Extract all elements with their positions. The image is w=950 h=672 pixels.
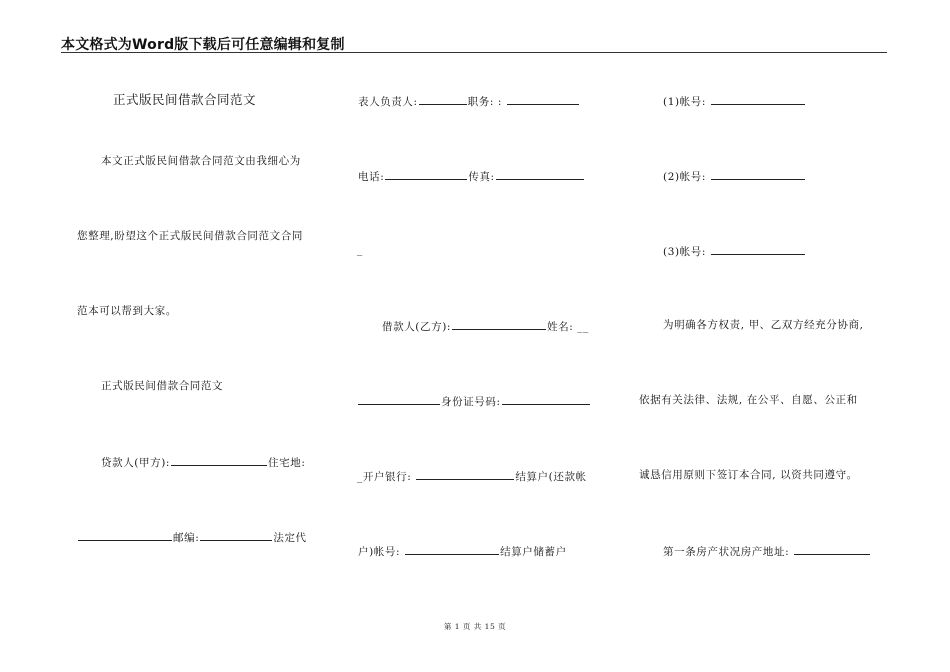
phone-line xyxy=(358,168,585,184)
account-2-label: (2)帐号: xyxy=(663,171,707,183)
page-header: 本文格式为Word版下载后可任意编辑和复制 xyxy=(61,37,345,53)
intro-line-2: 您整理,盼望这个正式版民间借款合同范文合同 xyxy=(77,230,303,242)
position-label: 职务: : xyxy=(467,96,503,108)
lender-line xyxy=(101,454,305,470)
paragraph-line-3: 诚恳信用原则下签订本合同, 以资共同遵守。 xyxy=(639,469,858,481)
fax-blank[interactable] xyxy=(496,168,584,180)
lender-label: 贷款人(甲方): xyxy=(101,457,171,469)
position-blank[interactable] xyxy=(507,93,579,105)
borrower-label: 借款人(乙方): xyxy=(382,321,452,333)
borrower-line xyxy=(382,318,589,334)
account-3-line xyxy=(663,243,806,259)
name-label: 姓名: __ xyxy=(547,321,590,333)
account-3-blank[interactable] xyxy=(711,243,805,255)
rep-line xyxy=(358,93,580,109)
address-blank[interactable] xyxy=(78,529,172,541)
intro-line-1: 本文正式版民间借款合同范文由我细心为 xyxy=(101,155,301,167)
section-subtitle: 正式版民间借款合同范文 xyxy=(101,380,224,392)
property-address-blank[interactable] xyxy=(794,543,870,555)
account-1-blank[interactable] xyxy=(711,93,805,105)
settle-label: 结算户(还款帐 xyxy=(515,471,587,483)
borrower-blank[interactable] xyxy=(452,318,546,330)
trailing-underscore: _ xyxy=(357,244,363,256)
bank-line xyxy=(357,468,587,484)
legal-rep-label: 法定代 xyxy=(273,532,307,544)
account-line xyxy=(358,543,567,559)
paragraph-line-1: 为明确各方权责, 甲、乙双方经充分协商, xyxy=(663,319,864,331)
account-blank[interactable] xyxy=(405,543,499,555)
document-title: 正式版民间借款合同范文 xyxy=(113,92,257,107)
account-1-label: (1)帐号: xyxy=(663,96,707,108)
rep-label: 表人负责人: xyxy=(358,96,418,108)
savings-label: 结算户储蓄户 xyxy=(500,546,567,558)
intro-line-3: 范本可以帮到大家。 xyxy=(77,305,177,317)
id-label: 身份证号码: xyxy=(441,396,501,408)
account-3-label: (3)帐号: xyxy=(663,246,707,258)
address-label: 住宅地: xyxy=(268,457,306,469)
account-1-line xyxy=(663,93,806,109)
account-2-line xyxy=(663,168,806,184)
paragraph-line-2: 依据有关法律、法规, 在公平、自愿、公正和 xyxy=(639,394,858,406)
page-footer: 第 1 页 共 15 页 xyxy=(443,622,507,631)
article-1-label: 第一条房产状况房产地址: xyxy=(663,546,790,558)
account-2-blank[interactable] xyxy=(711,168,805,180)
name-blank[interactable] xyxy=(358,393,440,405)
postcode-line xyxy=(77,529,307,545)
id-line xyxy=(357,393,591,409)
phone-blank[interactable] xyxy=(385,168,467,180)
postcode-blank[interactable] xyxy=(200,529,272,541)
header-divider xyxy=(61,52,887,53)
fax-label: 传真: xyxy=(468,171,495,183)
account-label: 户)帐号: xyxy=(358,546,401,558)
article-1-line xyxy=(663,543,871,559)
lender-blank[interactable] xyxy=(171,454,267,466)
rep-blank[interactable] xyxy=(419,93,467,105)
postcode-label: 邮编: xyxy=(173,532,200,544)
phone-label: 电话: xyxy=(358,171,385,183)
bank-blank[interactable] xyxy=(416,468,514,480)
bank-label: _开户银行: xyxy=(357,471,412,483)
id-blank[interactable] xyxy=(502,393,590,405)
